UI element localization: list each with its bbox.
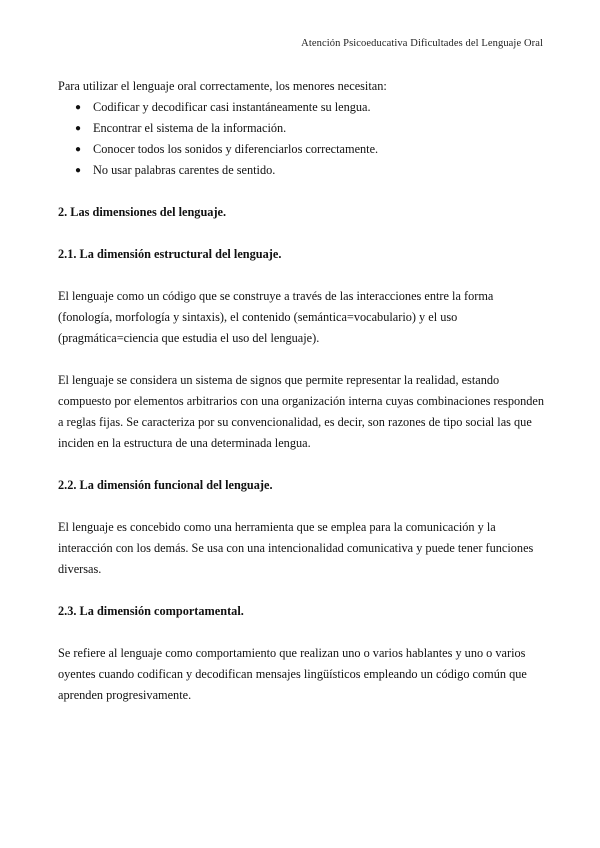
bullet-icon: ● xyxy=(75,102,82,113)
bullet-icon: ● xyxy=(75,165,82,176)
list-item-text: Conocer todos los sonidos y diferenciarlos correctamente. xyxy=(93,142,379,156)
list-item xyxy=(58,97,548,118)
bullet-icon: ● xyxy=(75,144,82,155)
list-item xyxy=(58,118,548,139)
section-heading-2-2: 2.2. La dimensión funcional del lenguaje. xyxy=(58,478,273,492)
running-header: Atención Psicoeducativa Dificultades del Lenguaje Oral xyxy=(301,38,543,49)
section-heading-2-1: 2.1. La dimensión estructural del lenguaje. xyxy=(58,247,282,261)
paragraph-2-1-a: El lenguaje como un código que se construye a través de las interacciones entre la forma (fonología, morfología y sintaxis), el contenido (semántica=vocabulario) y el uso (pragmática=ciencia que estudia el uso del lenguaje). xyxy=(58,289,494,345)
paragraph-2-3: Se refiere al lenguaje como comportamiento que realizan uno o varios hablantes y uno o varios oyentes cuando codifican y decodifican mensajes lingüísticos empleando un código común que aprenden progresivamente. xyxy=(58,646,527,702)
section-heading-2-3: 2.3. La dimensión comportamental. xyxy=(58,604,244,618)
paragraph-2-2: El lenguaje es concebido como una herramienta que se emplea para la comunicación y la interacción con los demás. Se usa con una intencionalidad comunicativa y puede tener funciones diversas. xyxy=(58,520,534,576)
list-item xyxy=(58,139,548,160)
list-item xyxy=(58,160,548,181)
section-heading-2: 2. Las dimensiones del lenguaje. xyxy=(58,205,227,219)
needs-list xyxy=(58,97,548,181)
list-item-text: Encontrar el sistema de la información. xyxy=(93,121,287,135)
paragraph-2-1-b: El lenguaje se considera un sistema de signos que permite representar la realidad, estando compuesto por elementos arbitrarios con una organización interna cuyas combinaciones responden a reglas fijas. Se caracteriza por su convencionalidad, es decir, son razones de tipo social las que inciden en la estructura de una determinada lengua. xyxy=(58,373,545,450)
list-item-text: No usar palabras carentes de sentido. xyxy=(93,163,276,177)
list-item-text: Codificar y decodificar casi instantáneamente su lengua. xyxy=(93,100,371,114)
bullet-icon: ● xyxy=(75,123,82,134)
intro-paragraph: Para utilizar el lenguaje oral correctamente, los menores necesitan: xyxy=(58,79,387,93)
page-content xyxy=(58,76,548,706)
